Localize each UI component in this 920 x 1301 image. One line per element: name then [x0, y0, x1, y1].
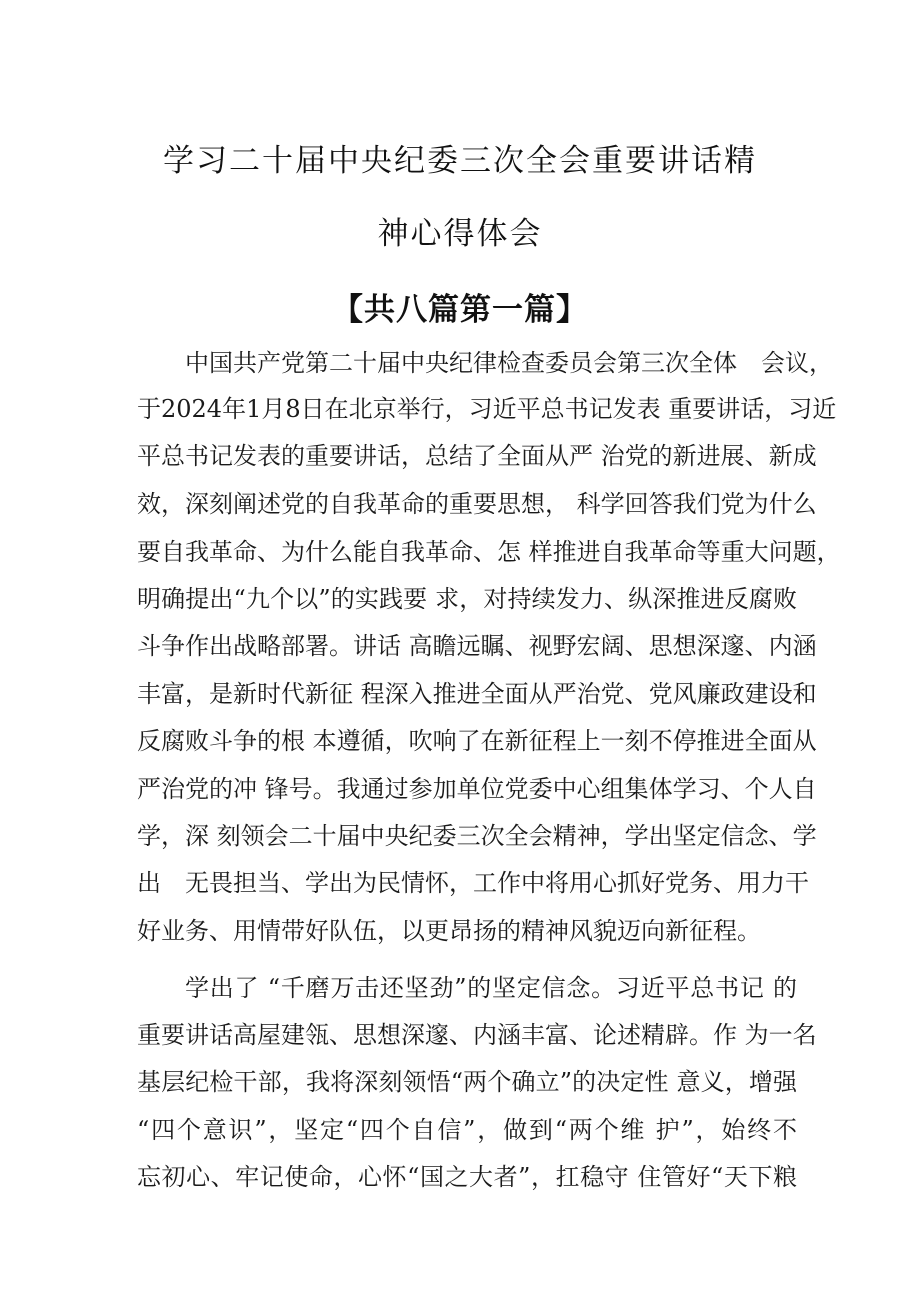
paragraph-line: 好业务、用情带好队伍，以更昂扬的精神风貌迈向新征程。 [137, 917, 761, 945]
paragraph-line: 斗争作出战略部署。讲话 高瞻远瞩、视野宏阔、思想深邃、内涵 [137, 632, 817, 660]
paragraph-line: 基层纪检干部，我将深刻领悟“两个确立”的决定性 意义，增强 [137, 1068, 797, 1096]
paragraph-line: 明确提出“九个以”的实践要 求，对持续发力、纵深推进反腐败 [137, 585, 797, 613]
paragraph-line: 反腐败斗争的根 本遵循，吹响了在新征程上一刻不停推进全面从 [137, 727, 817, 755]
paragraph-line: 忘初心、牢记使命，心怀“国之大者”，扛稳守 住管好“天下粮 [137, 1163, 797, 1191]
document-title-line-2: 神心得体会 [377, 216, 543, 252]
paragraph-line: 于2024年1月8日在北京举行，习近平总书记发表 重要讲话，习近 [137, 395, 837, 423]
paragraph-line: 要自我革命、为什么能自我革命、怎 样推进自我革命等重大问题， [137, 538, 841, 566]
paragraph-line: 学，深 刻领会二十届中央纪委三次全会精神，学出坚定信念、学 [137, 822, 817, 850]
paragraph-line: 丰富，是新时代新征 程深入推进全面从严治党、党风廉政建设和 [137, 680, 817, 708]
paragraph-line: 效，深刻阐述党的自我革命的重要思想， 科学回答我们党为什么 [137, 490, 817, 518]
paragraph-line: “四个意识”，坚定“四个自信”，做到“两个维 护”，始终不 [137, 1116, 797, 1144]
paragraph-line: 中国共产党第二十届中央纪律检查委员会第三次全体 会议， [185, 349, 833, 377]
paragraph-line: 严治党的冲 锋号。我通过参加单位党委中心组集体学习、个人自 [137, 775, 817, 803]
document-subtitle: 【共八篇第一篇】 [332, 292, 588, 328]
paragraph-line: 出 无畏担当、学出为民情怀，工作中将用心抓好党务、用力干 [137, 869, 809, 897]
document-title-line-1: 学习二十届中央纪委三次全会重要讲话精 [163, 143, 757, 179]
paragraph-line: 重要讲话高屋建瓴、思想深邃、内涵丰富、论述精辟。作 为一名 [137, 1021, 817, 1049]
paragraph-line: 学出了 “千磨万击还坚劲”的坚定信念。习近平总书记 的 [185, 974, 797, 1002]
paragraph-line: 平总书记发表的重要讲话，总结了全面从严 治党的新进展、新成 [137, 442, 817, 470]
